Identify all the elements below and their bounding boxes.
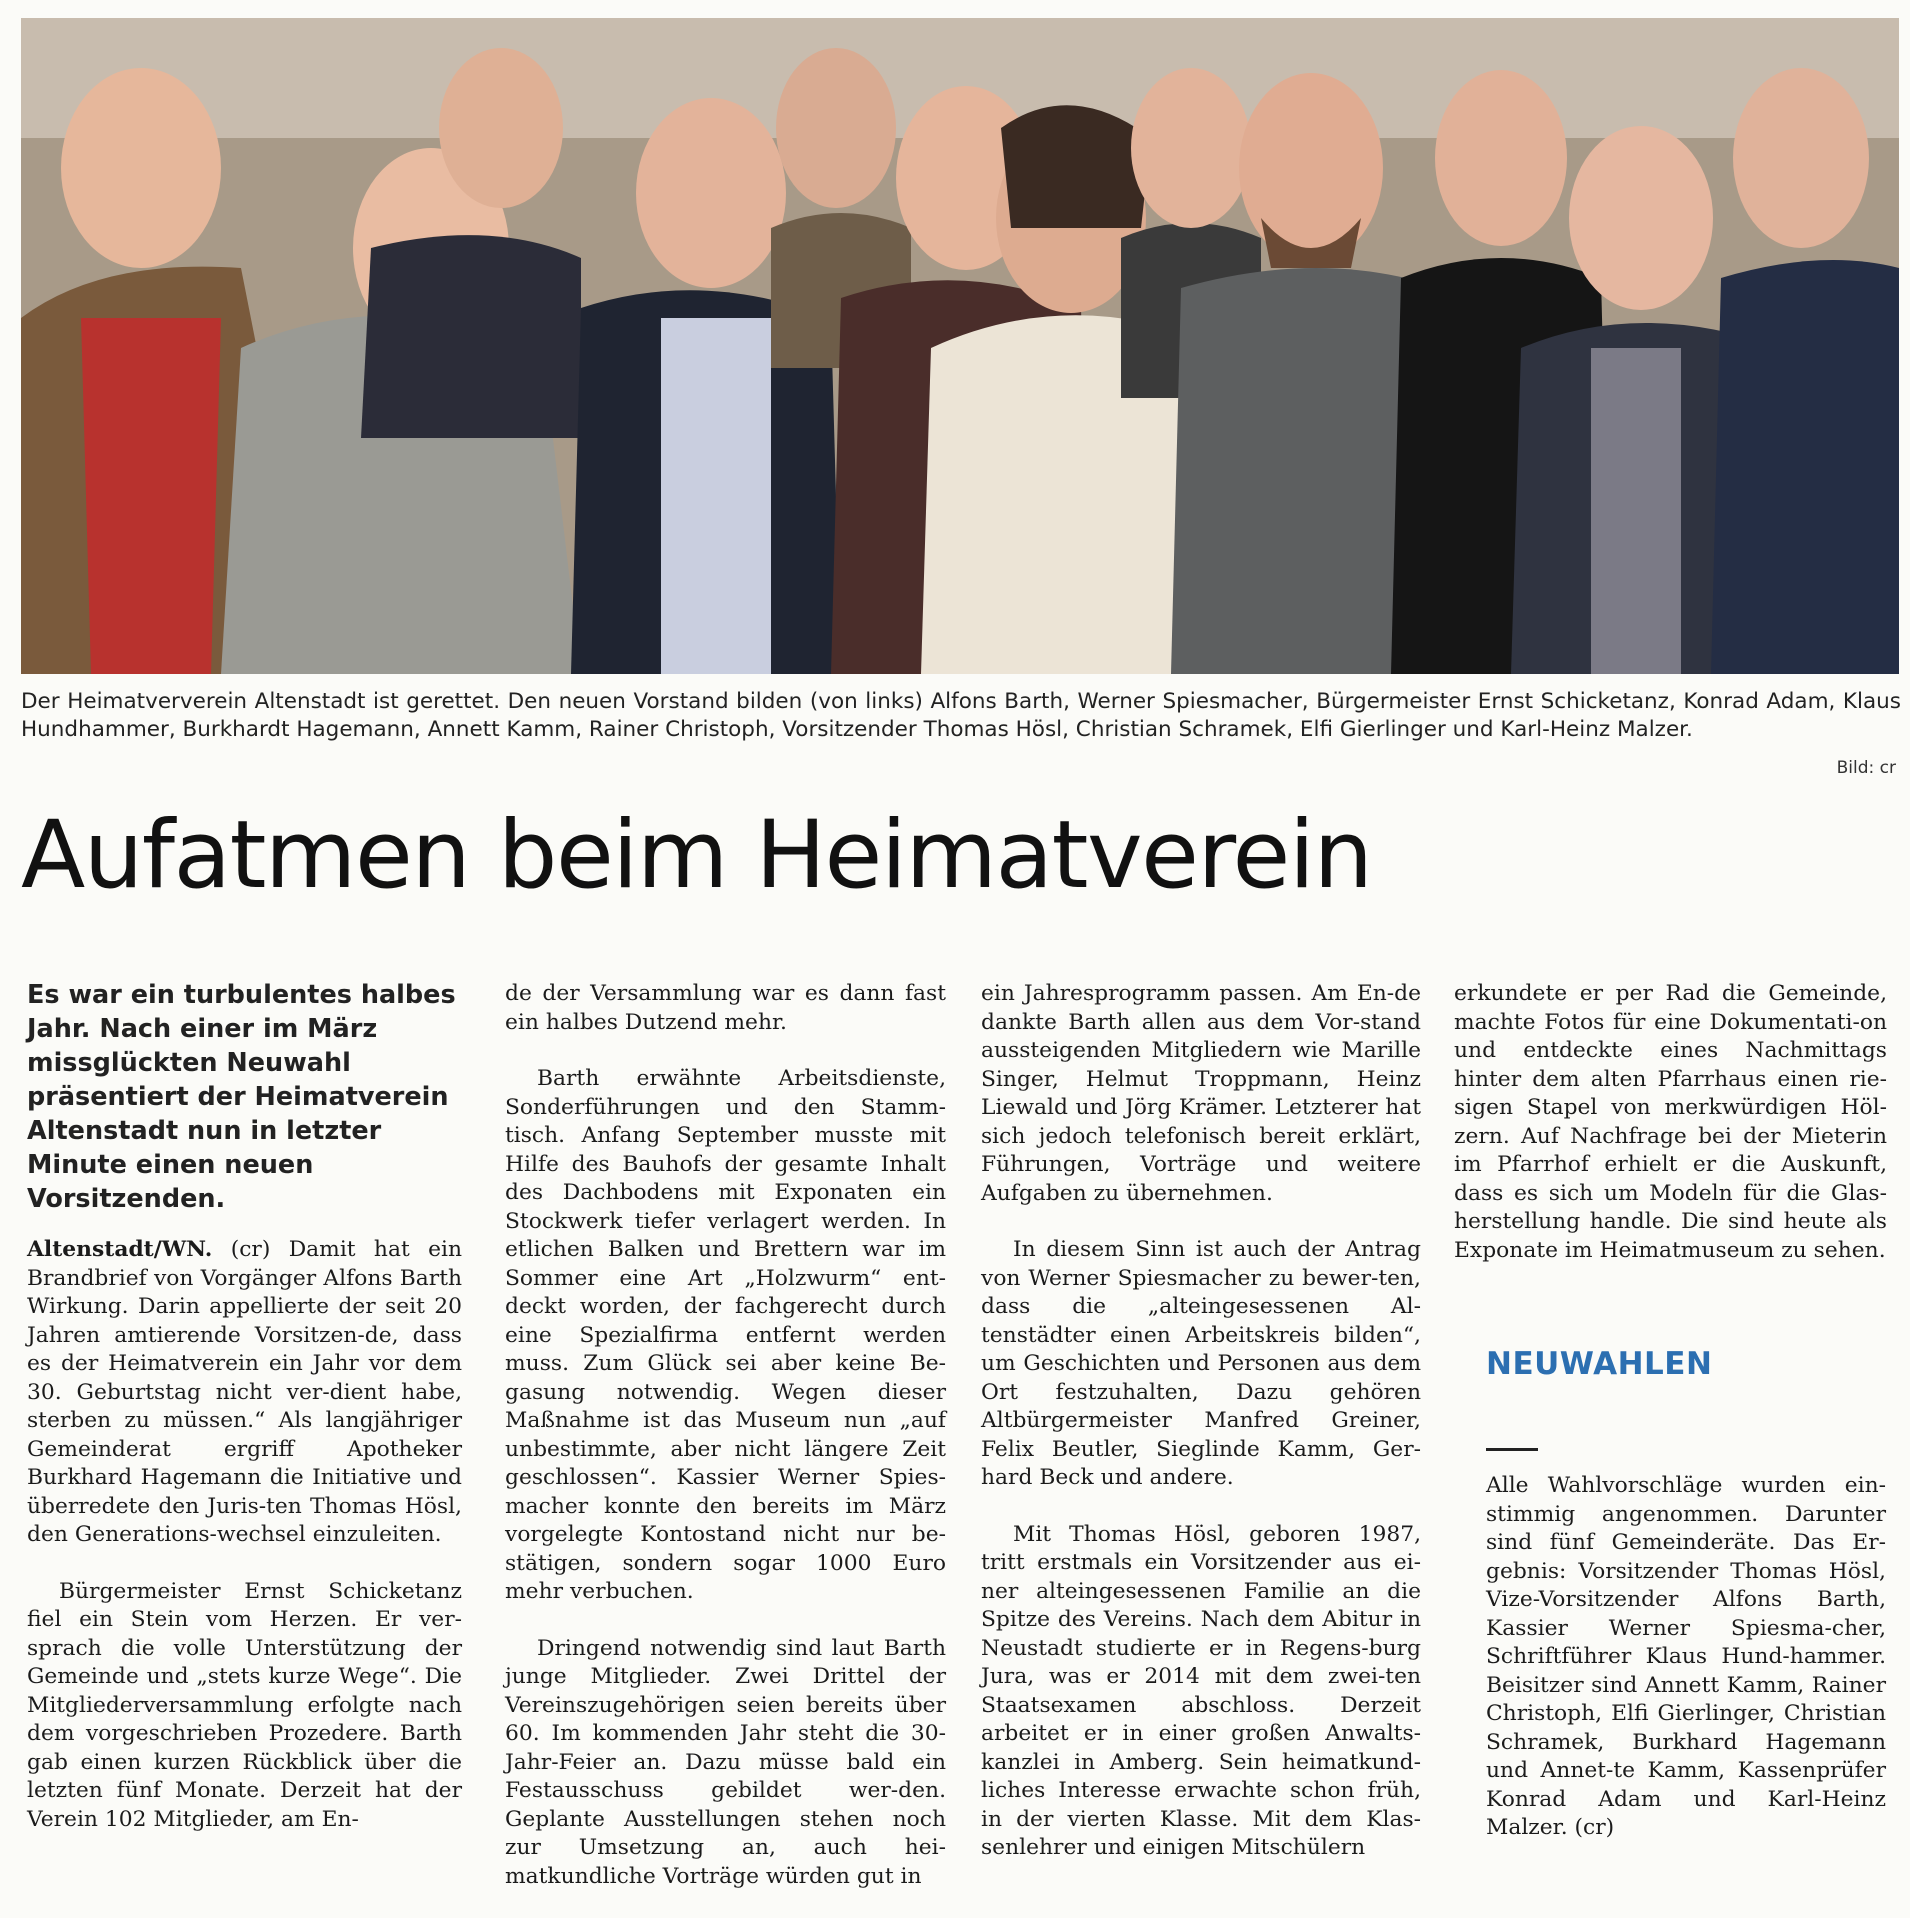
teaser: Es war ein turbulentes halbes Jahr. Nach einer im März missglückten Neuwahl präsentiert der Heimatverein Altenstadt nun in letzter Minute einen neuen Vorsitzenden. (27, 980, 456, 1214)
paragraph: erkundete er per Rad die Gemeinde, machte Fotos für eine Dokumentati-on und entdeckte eines Nachmittags hinter dem alten Pfarrhaus einen rie-sigen Stapel von merkwürdigen Höl-zern. Auf Nachfrage bei der Mieterin im Pfarrhof erhielt er die Auskunft, dass es sich um Modeln für die Glas-herstellung handle. Die sind heute als Exponate im Heimatmuseum zu sehen. (1454, 981, 1887, 1263)
paragraph: Mit Thomas Hösl, geboren 1987, tritt erstmals ein Vorsitzender aus ei-ner alteingesessenen Familie an die Spitze des Vereins. Nach dem Abitur in Neustadt studierte er in Regens-burg Jura, was er 2014 mit dem zwei-ten Staatsexamen abschloss. Derzeit arbeitet er in einer großen Anwalts-kanzlei in Amberg. Sein heimatkund-liches Interesse erwachte schon früh, in der vierten Klasse. Mit dem Klas-senlehrer und einigen Mitschülern (981, 1521, 1421, 1860)
column-1 (27, 978, 462, 1834)
paragraph: Barth erwähnte Arbeitsdienste, Sonderführungen und den Stamm-tisch. Anfang September musste mit Hilfe des Bauhofs der gesamte Inhalt des Dachbodens mit Exponaten ein Stockwerk tiefer verlagert werden. In etlichen Balken und Brettern war im Sommer eine Art „Holzwurm“ ent-deckt worden, der fachgerecht durch eine Spezialfirma entfernt werden muss. Zum Glück sei aber keine Be-gasung notwendig. Wegen dieser Maßnahme ist das Museum nun „auf unbestimmte, aber nicht längere Zeit geschlossen“. Kassier Werner Spies-macher konnte den bereits im März vorgelegte Kontostand nicht nur be-stätigen, sondern sogar 1000 Euro mehr verbuchen. (505, 1066, 946, 1604)
column-2 (505, 980, 946, 1891)
photo-caption: Der Heimatververein Altenstadt ist gerettet. Den neuen Vorstand bilden (von links) Alfons Barth, Werner Spiesmacher, Bürgermeister Ernst Schicketanz, Konrad Adam, Klaus Hundhammer, Burkhardt Hagemann, Annett Kamm, Rainer Christoph, Vorsitzender Thomas Hösl, Christian Schramek, Elfi Gierlinger und Karl-Heinz Malzer. (21, 689, 1901, 742)
box-title: NEUWAHLEN (1486, 1346, 1713, 1382)
paragraph: de der Versammlung war es dann fast ein halbes Dutzend mehr. (505, 981, 946, 1035)
paragraph: ein Jahresprogramm passen. Am En-de dankte Barth allen aus dem Vor-stand aussteigenden Mitgliedern wie Marille Singer, Helmut Troppmann, Heinz Liewald und Jörg Krämer. Letzterer hat sich jedoch telefonisch bereit erklärt, Führungen, Vorträge und weitere Aufgaben zu übernehmen. (981, 981, 1421, 1206)
box-text: Alle Wahlvorschläge wurden ein-stimmig angenommen. Darunter sind fünf Gemeinderäte. Das Er-gebnis: Vorsitzender Thomas Hösl, Vize-Vorsitzender Alfons Barth, Kassier Werner Spiesma-cher, Schriftführer Klaus Hund-hammer. Beisitzer sind Annett Kamm, Rainer Christoph, Elfi Gierlinger, Christian Schramek, Burkhard Hagemann und Annet-te Kamm, Kassenprüfer Konrad Adam und Karl-Heinz Malzer. (cr) (1486, 1473, 1886, 1840)
dateline: Altenstadt/WN. (27, 1237, 213, 1262)
photo-credit: Bild: cr (1836, 758, 1896, 778)
column-4 (1454, 980, 1887, 1265)
group-photo (21, 18, 1899, 674)
paragraph: In diesem Sinn ist auch der Antrag von Werner Spiesmacher zu bewer-ten, dass die „alteingesessenen Al-tenstädter einen Arbeitskreis bilden“, um Geschichten und Personen aus dem Ort festzuhalten, Dazu gehören Altbürgermeister Manfred Greiner, Felix Beutler, Sieglinde Kamm, Ger-hard Beck und andere. (981, 1237, 1421, 1490)
paragraph: Dringend notwendig sind laut Barth junge Mitglieder. Zwei Drittel der Vereinszugehörigen seien bereits über 60. Im kommenden Jahr steht die 30-Jahr-Feier an. Dazu müsse bald ein Festausschuss gebildet wer-den. Geplante Ausstellungen stehen noch zur Umsetzung an, auch hei-matkundliche Vorträge würden gut in (505, 1635, 946, 1889)
paragraph: Bürgermeister Ernst Schicketanz fiel ein Stein vom Herzen. Er ver-sprach die volle Unterstützung der Gemeinde und „stets kurze Wege“. Die Mitgliederversammlung erfolgte nach dem vorgeschrieben Prozedere. Barth gab einen kurzen Rückblick über die letzten fünf Monate. Derzeit hat der Verein 102 Mitglieder, am En- (27, 1578, 462, 1832)
group-photo-icon (21, 18, 1899, 674)
page-title: Aufatmen beim Heimatverein (21, 801, 1372, 910)
paragraph-text: (cr) Damit hat ein Brandbrief von Vorgänger Alfons Barth Wirkung. Darin appellierte der seit 20 Jahren amtierende Vorsitzen-de, dass es der Heimatverein ein Jahr vor dem 30. Geburtstag nicht ver-dient habe, sterben zu müssen.“ Als langjähriger Gemeinderat ergriff Apotheker Burkhard Hagemann die Initiative und überredete den Juris-ten Thomas Hösl, den Generations-wechsel einzuleiten. (27, 1237, 462, 1547)
divider (1486, 1448, 1538, 1451)
paragraph (27, 1236, 462, 1550)
column-3 (981, 980, 1421, 1863)
